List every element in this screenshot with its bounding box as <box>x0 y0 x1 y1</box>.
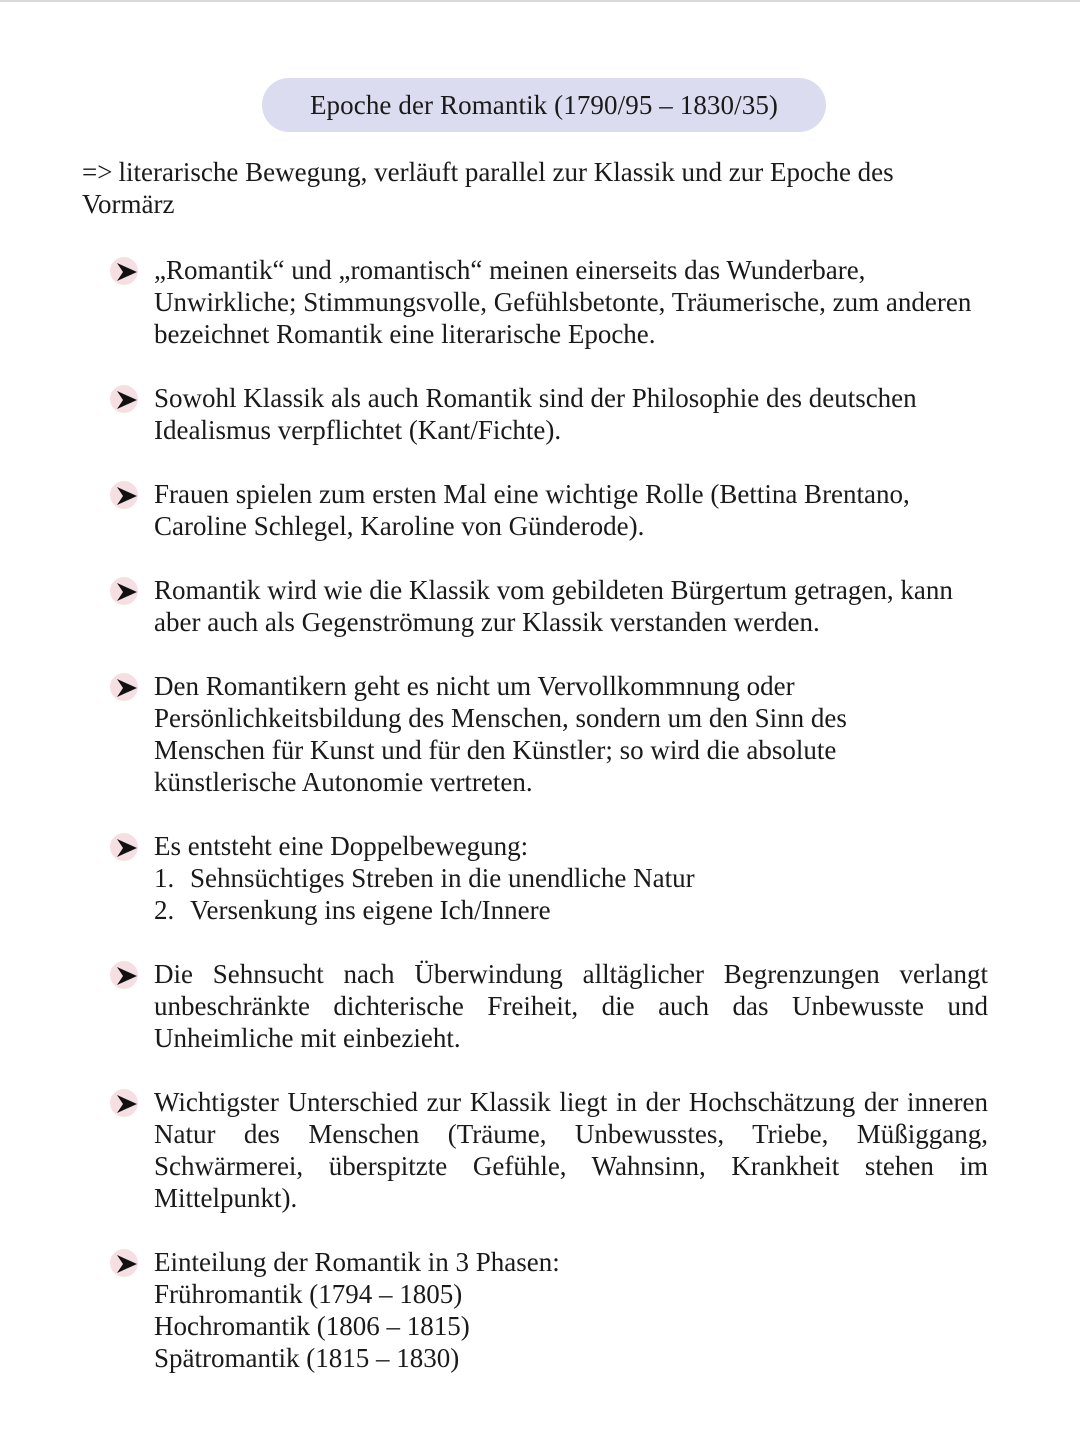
arrowhead-bullet-icon <box>112 1089 142 1117</box>
arrowhead-bullet-icon <box>112 833 142 861</box>
list-text: Versenkung ins eigene Ich/Innere <box>190 895 551 925</box>
page-title: Epoche der Romantik (1790/95 – 1830/35) <box>309 89 779 120</box>
intro-paragraph <box>82 156 982 220</box>
list-item <box>154 894 988 926</box>
bullet-text: Die Sehnsucht nach Überwindung alltäglicher Begrenzungen verlangt unbeschränkte dichterische Freiheit, die auch das Unbewusste und Unheimliche mit einbezieht. <box>154 959 988 1053</box>
arrowhead-bullet-icon <box>112 481 142 509</box>
list-item <box>154 862 988 894</box>
numbered-sublist <box>154 862 988 926</box>
phase-item: Hochromantik (1806 – 1815) <box>154 1311 470 1341</box>
bullet-item <box>112 382 988 446</box>
arrowhead-bullet-icon <box>112 1249 142 1277</box>
phase-item: Frühromantik (1794 – 1805) <box>154 1279 463 1309</box>
intro-arrow-marker: => <box>60 156 118 188</box>
bullet-text: Es entsteht eine Doppelbewegung: <box>154 831 529 861</box>
bullet-text: Romantik wird wie die Klassik vom gebildeten Bürgertum getragen, kann aber auch als Gegenströmung zur Klassik verstanden werden. <box>154 575 953 637</box>
intro-text: literarische Bewegung, verläuft parallel zur Klassik und zur Epoche des Vormärz <box>82 157 894 219</box>
bullet-item-doppelbewegung <box>112 830 988 926</box>
arrowhead-bullet-icon <box>112 257 142 285</box>
arrowhead-bullet-icon <box>112 961 142 989</box>
bullet-item <box>112 478 988 542</box>
bullet-text: Wichtigster Unterschied zur Klassik liegt in der Hochschätzung der inneren Natur des Menschen (Träume, Unbewusstes, Triebe, Müßiggang, Schwärmerei, überspitzte Gefühle, Wahnsinn, Krankheit stehen im Mittelpunkt). <box>154 1087 988 1213</box>
arrowhead-bullet-icon <box>112 577 142 605</box>
bullet-item <box>112 1086 988 1214</box>
bullet-item <box>112 958 988 1054</box>
arrowhead-bullet-icon <box>112 673 142 701</box>
bullet-item <box>112 254 988 350</box>
phase-item: Spätromantik (1815 – 1830) <box>154 1343 460 1373</box>
list-text: Sehnsüchtiges Streben in die unendliche Natur <box>190 863 695 893</box>
bullet-list <box>112 254 988 1406</box>
bullet-item <box>112 670 988 798</box>
title-banner <box>262 78 826 132</box>
bullet-text: „Romantik“ und „romantisch“ meinen einerseits das Wunderbare, Unwirkliche; Stimmungsvolle, Gefühlsbetonte, Träumerische, zum anderen bezeichnet Romantik eine literarische Epoche. <box>154 255 972 349</box>
bullet-item-phases <box>112 1246 988 1374</box>
bullet-text: Einteilung der Romantik in 3 Phasen: <box>154 1247 560 1277</box>
list-number: 2. <box>154 895 175 925</box>
list-number: 1. <box>154 863 175 893</box>
top-divider <box>0 0 1080 2</box>
bullet-text: Den Romantikern geht es nicht um Vervollkommnung oder Persönlichkeitsbildung des Menschen, sondern um den Sinn des Menschen für Kunst und für den Künstler; so wird die absolute künstlerische Autonomie vertreten. <box>154 671 847 797</box>
bullet-text: Frauen spielen zum ersten Mal eine wichtige Rolle (Bettina Brentano, Caroline Schlegel, Karoline von Günderode). <box>154 479 910 541</box>
bullet-item <box>112 574 988 638</box>
arrowhead-bullet-icon <box>112 385 142 413</box>
bullet-text: Sowohl Klassik als auch Romantik sind der Philosophie des deutschen Idealismus verpflichtet (Kant/Fichte). <box>154 383 917 445</box>
